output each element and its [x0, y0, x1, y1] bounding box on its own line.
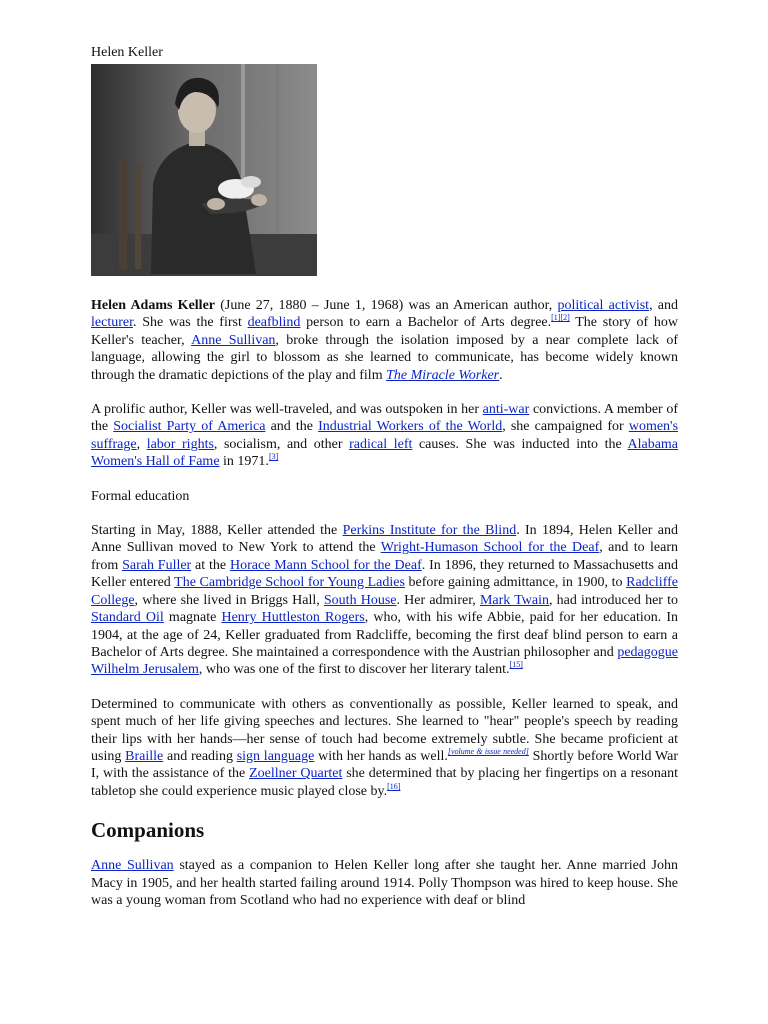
link-wilhelm-jerusalem[interactable]: Wilhelm Jerusalem [91, 662, 199, 678]
text: magnate [163, 610, 222, 626]
text: , had introduced her to [549, 592, 679, 608]
text: before gaining admittance, in 1900, to [404, 575, 627, 591]
link-anne-sullivan[interactable]: Anne Sullivan [191, 332, 276, 348]
text: Starting in May, 1888, Keller attended the [91, 523, 343, 539]
text: , and to learn from [91, 540, 678, 573]
link-lecturer[interactable]: lecturer [91, 315, 133, 331]
text: . [499, 367, 503, 383]
intro-paragraph [91, 297, 678, 384]
text: The story of how Keller's teacher, [91, 315, 678, 348]
document-page [91, 44, 678, 926]
link-pedagogue[interactable]: pedagogue [617, 644, 678, 660]
text: convictions. A member of the [91, 402, 678, 435]
link-perkins-institute[interactable]: Perkins Institute for the Blind [342, 523, 517, 539]
activism-paragraph [91, 401, 678, 471]
link-wright-humason[interactable]: Wright-Humason School for the Deaf [380, 540, 600, 556]
text: , [136, 436, 147, 452]
link-iww[interactable]: Industrial Workers of the World [318, 419, 503, 435]
link-alabama-hall-of-fame[interactable]: Alabama Women's Hall of Fame [91, 436, 679, 470]
link-labor-rights[interactable]: labor rights [146, 436, 214, 452]
text: in 1971. [219, 454, 269, 470]
citation-1-2[interactable]: [1][2] [551, 313, 570, 323]
link-socialist-party[interactable]: Socialist Party of America [113, 419, 266, 435]
companions-heading: Companions [91, 818, 205, 843]
text: with her hands as well. [314, 748, 448, 764]
text: person to earn a Bachelor of Arts degree. [300, 315, 552, 331]
text: (June 27, 1880 – June 1, 1968) was an American author, [215, 298, 558, 313]
text: , she campaigned for [502, 419, 629, 435]
text: she determined that by placing her fingertips on a resonant tabletop she could experience music played close by. [91, 766, 678, 799]
link-braille[interactable]: Braille [125, 748, 164, 764]
text: causes. She was inducted into the [412, 436, 628, 452]
citation-16[interactable]: [16] [387, 781, 401, 791]
communication-paragraph [91, 696, 678, 800]
companions-paragraph [91, 857, 678, 909]
link-henry-rogers[interactable]: Henry Huttleston Rogers [221, 610, 365, 626]
text: , broke through the isolation imposed by a near complete lack of language, allowing the girl to blossom as she learned to communicate, has become widely known through the dramatic depictions of the play and film [91, 332, 678, 383]
document-title: Helen Keller [91, 45, 163, 60]
link-anne-sullivan-2[interactable]: Anne Sullivan [91, 858, 174, 874]
link-deafblind[interactable]: deafblind [247, 315, 301, 331]
text: , socialism, and other [213, 436, 350, 452]
text: . In 1896, they returned to Massachusetts and Keller entered [91, 557, 679, 591]
text: . Her admirer, [396, 592, 480, 608]
text: stayed as a companion to Helen Keller long after she taught her. Anne married John Macy in 1905, and her health started failing around 1914. Polly Thompson was hired to keep house. She was a young woman from Scotland who had no experience with deaf or blind [91, 858, 678, 908]
text: , and [649, 298, 679, 313]
link-anti-war[interactable]: anti-war [482, 402, 530, 418]
text: and the [265, 419, 319, 435]
link-sign-language[interactable]: sign language [236, 748, 315, 764]
education-paragraph [91, 522, 678, 679]
link-cambridge-school[interactable]: The Cambridge School for Young Ladies [174, 575, 405, 591]
text: , who was one of the first to discover her literary talent. [198, 662, 510, 678]
photo-image [91, 64, 317, 276]
link-sarah-fuller[interactable]: Sarah Fuller [122, 557, 192, 573]
text: Shortly before World War I, with the assistance of the [91, 748, 678, 782]
text: A prolific author, Keller was well-traveled, and was outspoken in her [91, 402, 483, 418]
citation-needed[interactable]: [volume & issue needed] [447, 746, 529, 756]
link-the-miracle-worker[interactable]: The Miracle Worker [386, 367, 500, 383]
helen-keller-photo [91, 64, 317, 276]
link-horace-mann[interactable]: Horace Mann School for the Deaf [229, 557, 422, 573]
link-radcliffe-college[interactable]: Radcliffe College [91, 575, 678, 608]
link-womens-suffrage[interactable]: women's suffrage [91, 419, 679, 452]
link-mark-twain[interactable]: Mark Twain [479, 592, 549, 608]
citation-15[interactable]: [15] [509, 660, 523, 670]
link-south-house[interactable]: South House [323, 592, 397, 608]
text: at the [191, 557, 230, 573]
link-zoellner-quartet[interactable]: Zoellner Quartet [249, 766, 343, 782]
link-standard-oil[interactable]: Standard Oil [91, 610, 164, 626]
text: , where she lived in Briggs Hall, [134, 592, 324, 608]
link-political-activist[interactable]: political activist [557, 298, 650, 313]
text: Determined to communicate with others as conventionally as possible, Keller learned to speak, and spent much of her life giving speeches and lectures. She learned to "hear" people's speech by reading their lips with her hands—her sense of touch had become extremely subtle. She became proficient at using [91, 696, 678, 764]
link-radical-left[interactable]: radical left [349, 436, 413, 452]
formal-education-heading: Formal education [91, 488, 190, 504]
text: . She was the first [132, 315, 248, 331]
subject-name: Helen Adams Keller [91, 298, 215, 313]
text: , who, with his wife Abbie, paid for her education. In 1904, at the age of 24, Keller graduated from Radcliffe, becoming the first deaf blind person to earn a Bachelor of Arts degree. She maintained a correspondence with the Austrian philosopher and [91, 610, 679, 660]
text: and reading [163, 748, 237, 764]
citation-3[interactable]: [3] [268, 452, 279, 462]
text: . In 1894, Helen Keller and Anne Sullivan moved to New York to attend the [91, 523, 678, 556]
